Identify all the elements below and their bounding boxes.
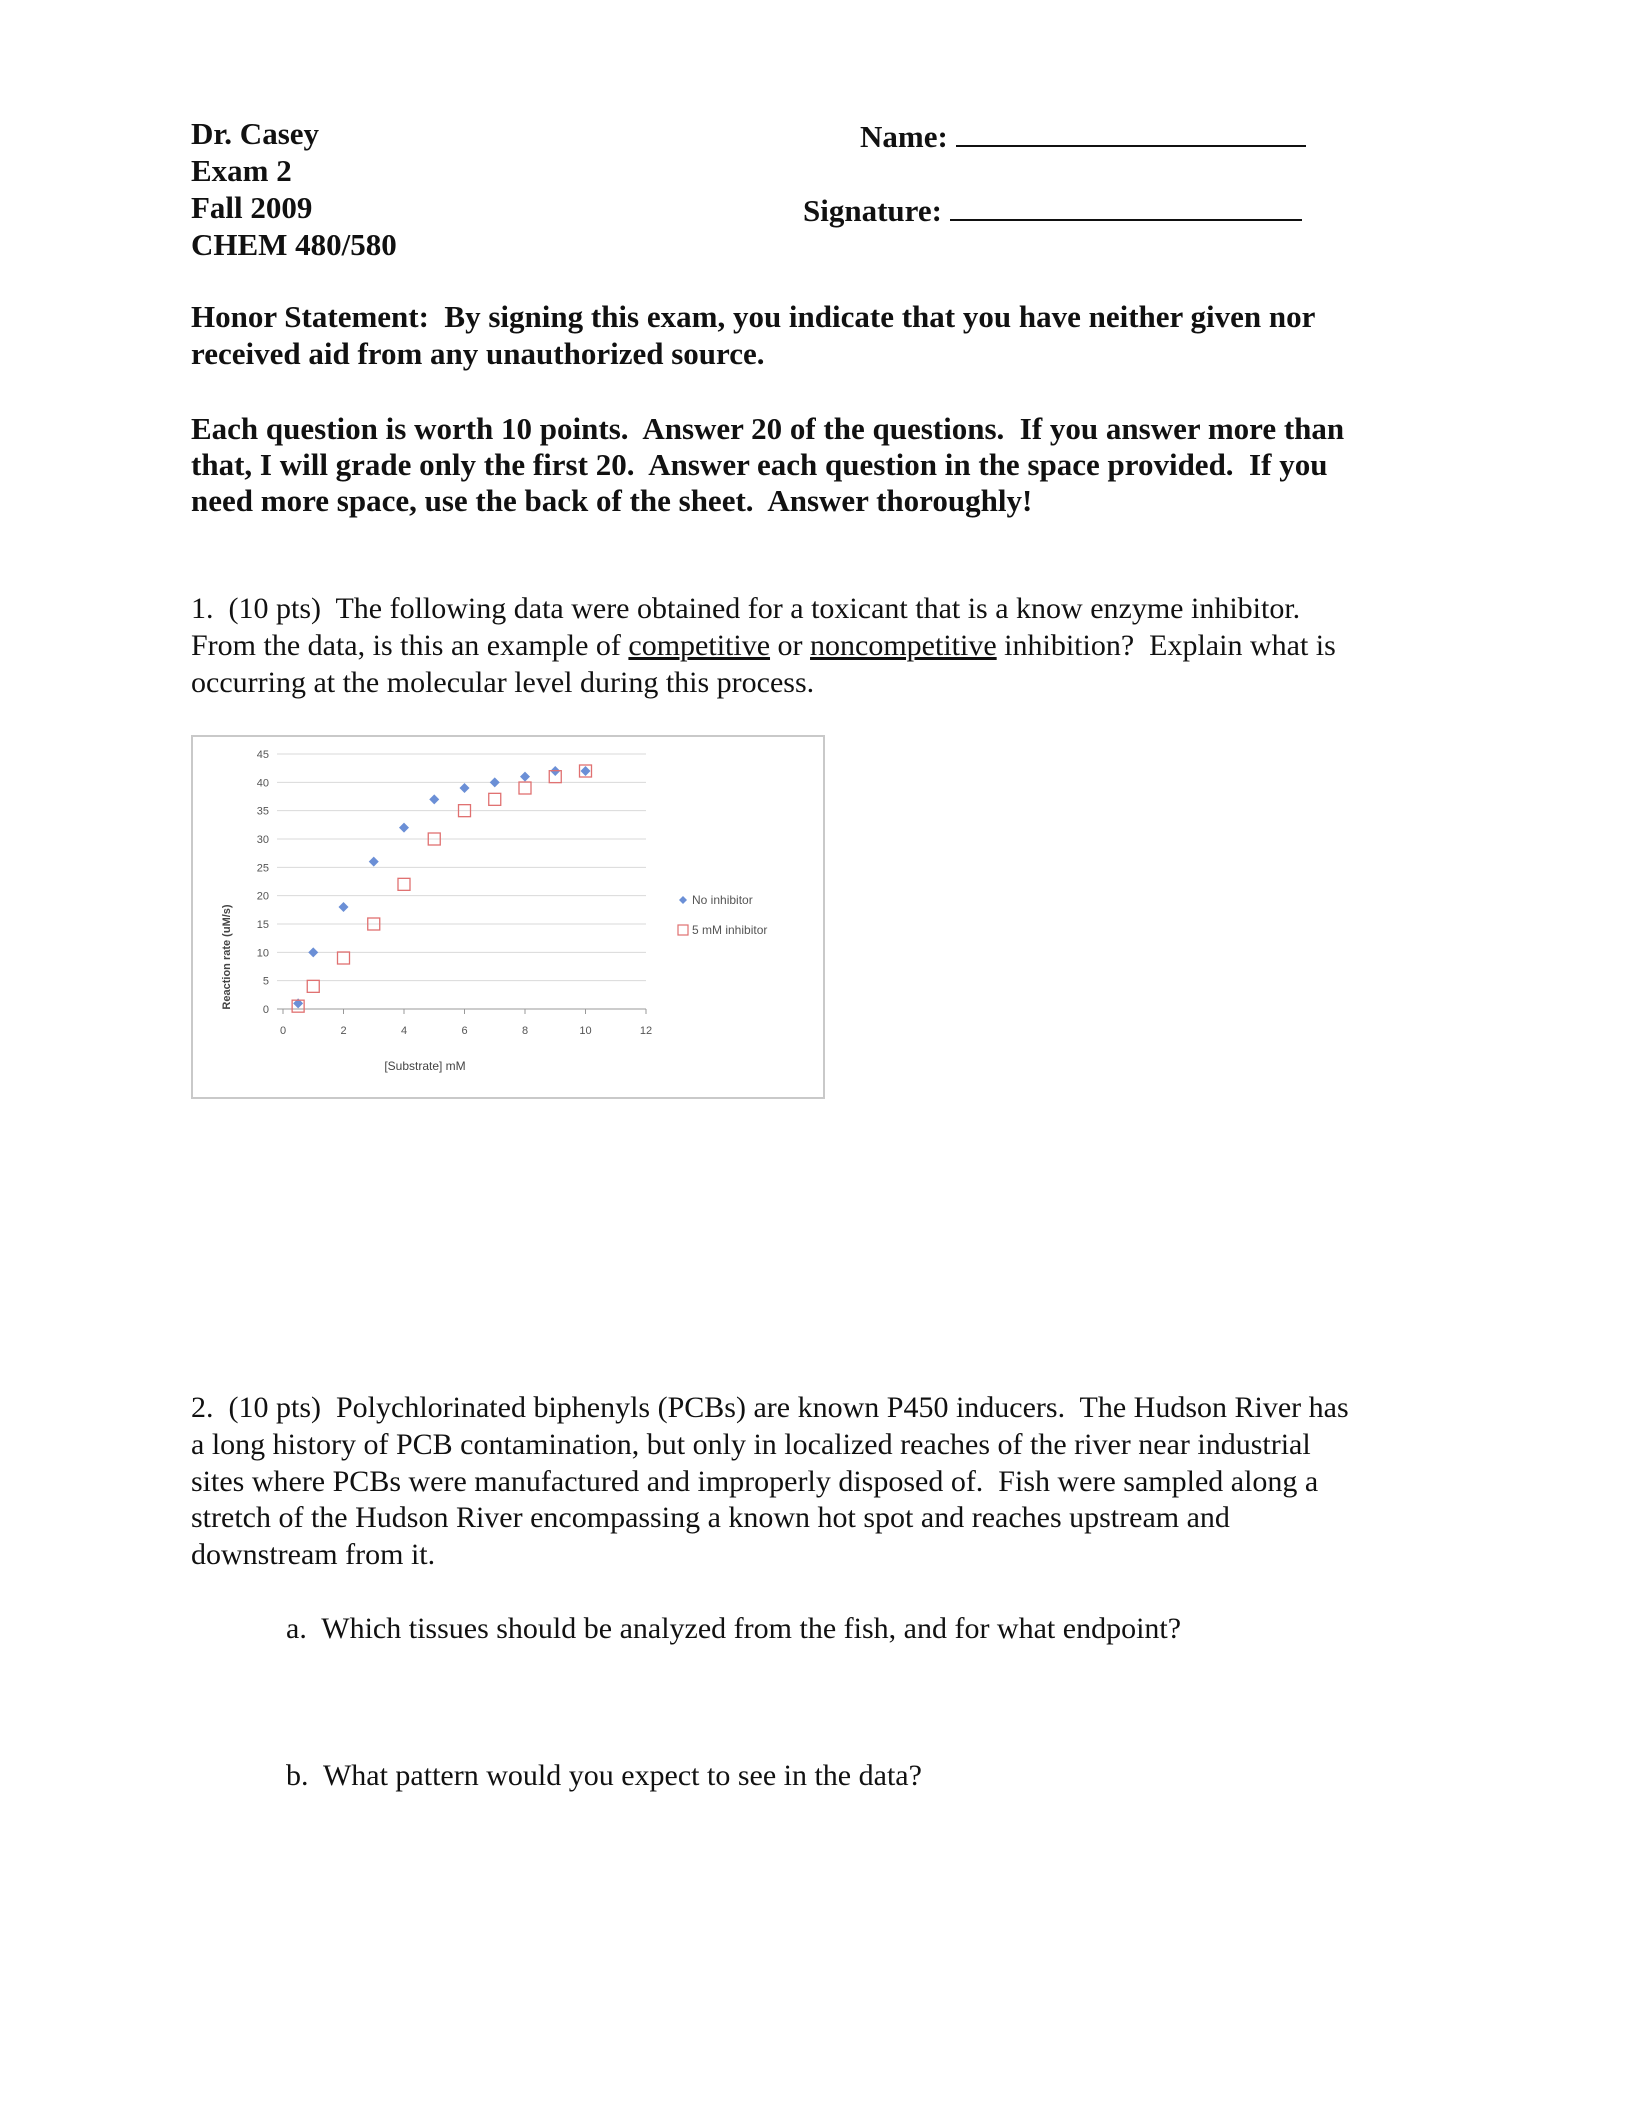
q2-line3: sites where PCBs were manufactured and improperly disposed of. Fish were sampled along a	[191, 1465, 1319, 1498]
y-tick-label: 35	[256, 805, 269, 818]
x-tick-label: 6	[461, 1025, 468, 1037]
q2-line2: a long history of PCB contamination, but only in localized reaches of the river near industrial	[191, 1428, 1311, 1461]
q2-line5: downstream from it.	[191, 1538, 436, 1571]
noncompetitive-term: noncompetitive	[810, 629, 997, 662]
y-tick-label: 30	[256, 834, 269, 846]
chart-points	[292, 765, 591, 1012]
instructor-name: Dr. Casey	[191, 116, 320, 151]
course-code: CHEM 480/580	[191, 227, 397, 262]
chart-legend	[678, 893, 767, 937]
inhibitor-point	[398, 878, 410, 890]
chart-svg	[193, 737, 823, 1097]
no-inhibitor-point	[460, 783, 470, 793]
q1-line2-pre: From the data, is this an example of	[191, 629, 629, 662]
q2-line1: 2. (10 pts) Polychlorinated biphenyls (PCBs) are known P450 inducers. The Hudson River has	[191, 1391, 1349, 1424]
no-inhibitor-point	[308, 947, 318, 957]
signature-blank-line[interactable]	[950, 189, 1302, 221]
no-inhibitor-point	[490, 777, 500, 787]
q1-or: or	[770, 629, 811, 662]
no-inhibitor-point	[369, 857, 379, 867]
x-tick-label: 12	[639, 1025, 653, 1037]
inhibitor-point	[307, 980, 319, 992]
q1-line2	[191, 628, 1336, 664]
q1-line2-post: inhibition? Explain what is	[996, 629, 1336, 662]
y-tick-label: 25	[256, 862, 269, 875]
inhibitor-point	[489, 793, 501, 805]
no-inhibitor-point	[520, 772, 530, 782]
honor-statement-line2: received aid from any unauthorized source.	[191, 336, 765, 371]
name-label: Name:	[860, 119, 948, 154]
x-tick-label: 2	[340, 1025, 347, 1037]
no-inhibitor-point	[399, 823, 409, 833]
q2-part-b: b. What pattern would you expect to see in the data?	[286, 1759, 922, 1792]
q1-line3: occurring at the molecular level during this process.	[191, 666, 815, 699]
inhibitor-point	[338, 952, 350, 964]
chart-grid	[277, 754, 646, 1009]
y-tick-label: 15	[256, 919, 269, 931]
legend-inhibitor-marker	[678, 925, 688, 935]
no-inhibitor-point	[581, 766, 591, 776]
instructions-line1: Each question is worth 10 points. Answer 20 of the questions. If you answer more than	[191, 411, 1345, 446]
exam-title: Exam 2	[191, 153, 292, 188]
inhibitor-point	[519, 782, 531, 794]
q2-part-a: a. Which tissues should be analyzed from the fish, and for what endpoint?	[286, 1612, 1182, 1645]
honor-statement-line1: Honor Statement: By signing this exam, you indicate that you have neither given nor	[191, 299, 1316, 334]
name-field[interactable]	[860, 115, 1306, 155]
y-tick-label: 0	[262, 1004, 269, 1016]
legend-inhibitor-label: 5 mM inhibitor	[692, 923, 768, 937]
instructions-line2: that, I will grade only the first 20. Answer each question in the space provided. If you	[191, 447, 1328, 482]
y-tick-label: 45	[256, 749, 269, 761]
x-tick-label: 8	[521, 1025, 529, 1037]
signature-label: Signature:	[803, 193, 942, 228]
instructions-line3: need more space, use the back of the sheet. Answer thoroughly!	[191, 483, 1033, 518]
x-tick-label: 10	[579, 1025, 592, 1037]
no-inhibitor-point	[429, 794, 439, 804]
competitive-term: competitive	[628, 629, 771, 662]
q1-line1: 1. (10 pts) The following data were obtained for a toxicant that is a know enzyme inhibitor.	[191, 592, 1301, 625]
signature-field[interactable]	[803, 189, 1302, 229]
x-tick-label: 0	[279, 1025, 287, 1037]
inhibition-chart	[191, 735, 825, 1099]
x-tick-label: 4	[400, 1025, 408, 1037]
y-tick-label: 20	[256, 890, 269, 903]
chart-axes	[257, 749, 652, 1037]
no-inhibitor-point	[339, 902, 349, 912]
legend-no-inhibitor-marker	[679, 896, 687, 904]
y-tick-label: 10	[256, 947, 269, 960]
y-tick-label: 40	[256, 777, 269, 790]
exam-term: Fall 2009	[191, 190, 313, 225]
legend-no-inhibitor-label: No inhibitor	[692, 893, 753, 907]
name-blank-line[interactable]	[956, 115, 1306, 147]
y-tick-label: 5	[262, 975, 269, 988]
q2-line4: stretch of the Hudson River encompassing a known hot spot and reaches upstream and	[191, 1501, 1230, 1534]
y-axis-label: Reaction rate (uM/s)	[221, 904, 233, 1010]
x-axis-label: [Substrate] mM	[384, 1059, 466, 1073]
